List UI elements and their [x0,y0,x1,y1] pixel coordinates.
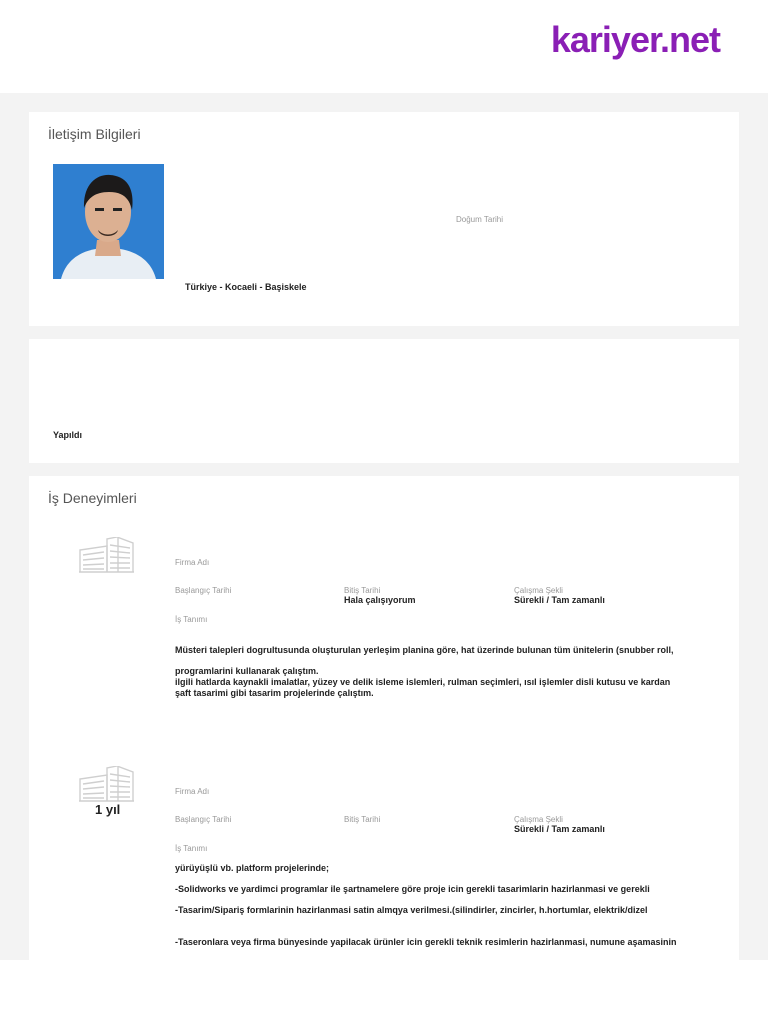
job1-company-label: Firma Adı [175,558,210,567]
profile-photo [53,164,164,279]
location-value: Türkiye - Kocaeli - Başiskele [185,282,307,292]
job1-worktype-value: Sürekli / Tam zamanlı [514,595,605,605]
contact-title: İletişim Bilgileri [48,126,141,142]
avatar-icon [53,164,164,279]
job1-start-label: Başlangıç Tarihi [175,586,232,595]
page-header [0,0,768,93]
job2-duration: 1 yıl [95,802,121,817]
job1-desc-line: ilgili hatlarda kaynakli imalatlar, yüzey ve delik isleme islemleri, rulman seçimleri, ısıl işlemler disli kutusu ve kardan [175,677,671,687]
job2-desc-line: -Tasarim/Sipariş formlarinin hazirlanmasi satin almqya verilmesi.(silindirler, zincirler, h.hortumlar, elektrik/dizel [175,905,648,915]
job2-desc-line: -Solidworks ve yardimci programlar ile şartnamelere göre proje icin gerekli tasarimlarin hazirlanmasi ve gerekli [175,884,650,894]
kariyer-logo[interactable]: kariyer.net [550,19,720,60]
job1-end-value: Hala çalışıyorum [344,595,416,605]
job1-desc-label: İş Tanımı [175,615,208,624]
job1-worktype-label: Çalışma Şekli [514,586,563,595]
job2-end-label: Bitiş Tarihi [344,815,381,824]
job2-company-label: Firma Adı [175,787,210,796]
resume-body [0,93,768,960]
birth-date-label: Doğum Tarihi [456,215,503,224]
military-card [29,339,739,463]
experience-title: İş Deneyimleri [48,490,137,506]
job2-desc-line: -Taseronlara veya firma bünyesinde yapilacak ürünler icin gerekli teknik resimlerin hazirlanmasi, numune aşamasinin [175,937,677,947]
building-icon [78,766,135,807]
job2-start-label: Başlangıç Tarihi [175,815,232,824]
job2-worktype-value: Sürekli / Tam zamanlı [514,824,605,834]
experience-card [29,476,739,960]
job2-desc-line: yürüyüşlü vb. platform projelerinde; [175,863,330,873]
contact-card [29,112,739,326]
job2-worktype-label: Çalışma Şekli [514,815,563,824]
job2-desc-label: İş Tanımı [175,844,208,853]
job1-desc-line: Müsteri talepleri dogrultusunda oluşturulan yerleşim planina göre, hat üzerinde bulunan tüm ünitelerin (snubber roll, [175,645,674,655]
building-icon [78,537,135,578]
job1-end-label: Bitiş Tarihi [344,586,381,595]
job1-desc-line: programlarini kullanarak çalıştım. [175,666,319,676]
military-status: Yapıldı [53,430,83,440]
job1-desc-line: şaft tasarimi gibi tasarim projelerinde çalıştım. [175,688,374,698]
